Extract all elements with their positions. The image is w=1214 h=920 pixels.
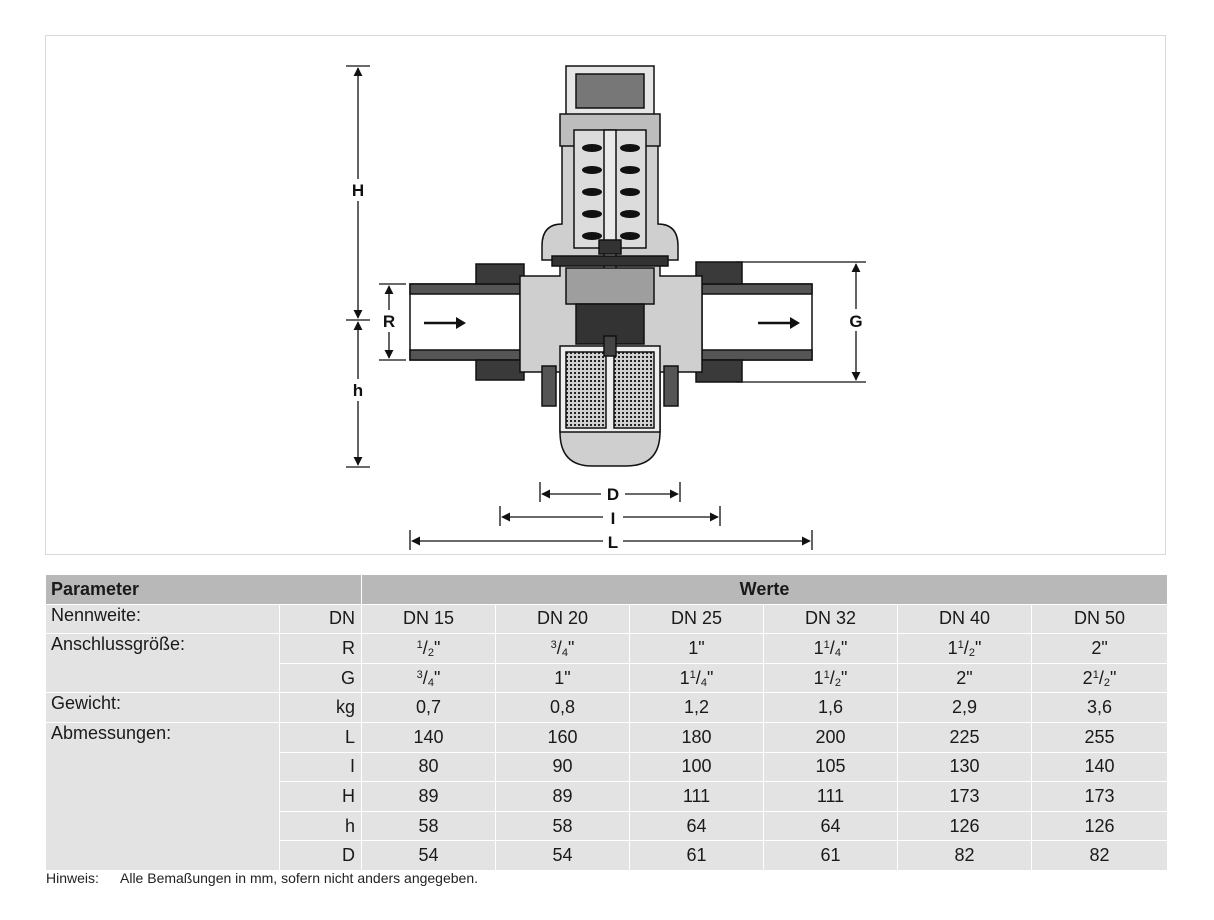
- size-inch-mark: ": [433, 637, 441, 658]
- size-denominator: 4: [700, 676, 707, 689]
- table-cell: 3,6: [1032, 693, 1168, 723]
- table-cell: DN 50: [1032, 604, 1168, 634]
- row-label: Anschlussgröße:: [46, 634, 280, 693]
- row-unit: I: [280, 752, 362, 782]
- size-numerator: 1: [823, 668, 830, 681]
- size-numerator: 1: [957, 638, 964, 651]
- dim-label-R: R: [382, 312, 396, 331]
- fraction-slash: /: [829, 667, 835, 688]
- table-cell: 225: [898, 722, 1032, 752]
- fraction-slash: /: [963, 637, 969, 658]
- table-cell: [764, 634, 898, 664]
- table-cell: 173: [1032, 782, 1168, 812]
- dimension-h: [346, 320, 370, 467]
- table-cell: DN 20: [496, 604, 630, 634]
- dim-label-h: h: [352, 381, 364, 400]
- table-cell: 173: [898, 782, 1032, 812]
- table-row: [46, 604, 1168, 634]
- table-cell: 200: [764, 722, 898, 752]
- dim-label-H: H: [351, 181, 365, 200]
- size-whole: 1": [688, 637, 705, 658]
- size-denominator: 4: [834, 646, 841, 659]
- table-cell: 130: [898, 752, 1032, 782]
- table-cell: 126: [898, 811, 1032, 841]
- table-cell: 2,9: [898, 693, 1032, 723]
- fraction-slash: /: [1098, 667, 1104, 688]
- row-unit: kg: [280, 693, 362, 723]
- table-cell: 61: [630, 841, 764, 871]
- footnote-text: Alle Bemaßungen in mm, sofern nicht anders angegeben.: [120, 870, 478, 886]
- size-inch-mark: ": [706, 667, 714, 688]
- table-cell: 255: [1032, 722, 1168, 752]
- table-cell: DN 25: [630, 604, 764, 634]
- size-inch-mark: ": [433, 667, 441, 688]
- table-cell: 90: [496, 752, 630, 782]
- size-inch-mark: ": [567, 637, 575, 658]
- table-cell: 54: [496, 841, 630, 871]
- size-whole: 1": [554, 667, 571, 688]
- table-cell: [1032, 663, 1168, 693]
- table-cell: [362, 634, 496, 664]
- table-cell: 89: [496, 782, 630, 812]
- dim-label-I: I: [610, 509, 616, 528]
- row-unit: R: [280, 634, 362, 664]
- table-cell: [898, 634, 1032, 664]
- dim-label-L: L: [607, 533, 619, 552]
- table-cell: DN 15: [362, 604, 496, 634]
- size-denominator: 4: [427, 676, 434, 689]
- size-numerator: 1: [689, 668, 696, 681]
- table-row: [46, 722, 1168, 752]
- dimension-H: [346, 66, 370, 318]
- footnote: [46, 870, 478, 886]
- footnote-label: Hinweis:: [46, 870, 99, 886]
- table-cell: 64: [630, 811, 764, 841]
- table-cell: 61: [764, 841, 898, 871]
- table-cell: 54: [362, 841, 496, 871]
- table-cell: [630, 634, 764, 664]
- dimension-R: [379, 284, 406, 360]
- valve-cross-section: [410, 66, 812, 466]
- table-cell: 0,7: [362, 693, 496, 723]
- row-label: Abmessungen:: [46, 722, 280, 870]
- size-denominator: 2: [1103, 676, 1110, 689]
- technical-drawing: [45, 35, 1166, 555]
- table-cell: [496, 634, 630, 664]
- table-cell: 105: [764, 752, 898, 782]
- fraction-slash: /: [556, 637, 562, 658]
- dimension-I: [500, 506, 720, 528]
- table-cell: 64: [764, 811, 898, 841]
- fraction-slash: /: [422, 637, 428, 658]
- table-cell: 0,8: [496, 693, 630, 723]
- row-unit: h: [280, 811, 362, 841]
- size-whole: 1: [813, 637, 824, 658]
- pressure-reducer-diagram: [46, 36, 1167, 556]
- row-unit: H: [280, 782, 362, 812]
- size-whole: 1: [813, 667, 824, 688]
- row-label: Gewicht:: [46, 693, 280, 723]
- row-unit: L: [280, 722, 362, 752]
- table-cell: 1,6: [764, 693, 898, 723]
- table-row: [46, 693, 1168, 723]
- spec-table: [45, 574, 1168, 871]
- table-header-row: [46, 575, 1168, 605]
- table-cell: 1,2: [630, 693, 764, 723]
- size-whole: 2: [1082, 667, 1093, 688]
- table-cell: 111: [764, 782, 898, 812]
- fraction-slash: /: [829, 637, 835, 658]
- table-cell: 100: [630, 752, 764, 782]
- table-cell: [1032, 634, 1168, 664]
- size-denominator: 2: [427, 646, 434, 659]
- table-cell: 126: [1032, 811, 1168, 841]
- table-cell: 82: [1032, 841, 1168, 871]
- table-cell: [362, 663, 496, 693]
- table-cell: 160: [496, 722, 630, 752]
- table-cell: 140: [362, 722, 496, 752]
- size-inch-mark: ": [840, 637, 848, 658]
- row-unit: DN: [280, 604, 362, 634]
- size-numerator: 1: [416, 638, 423, 651]
- fraction-slash: /: [422, 667, 428, 688]
- header-parameter: Parameter: [46, 575, 362, 605]
- table-cell: [496, 663, 630, 693]
- table-cell: [630, 663, 764, 693]
- table-cell: [898, 663, 1032, 693]
- dimension-D: [540, 482, 680, 504]
- table-cell: 111: [630, 782, 764, 812]
- row-label: Nennweite:: [46, 604, 280, 634]
- size-numerator: 1: [1092, 668, 1099, 681]
- size-inch-mark: ": [974, 637, 982, 658]
- size-denominator: 2: [834, 676, 841, 689]
- size-numerator: 1: [823, 638, 830, 651]
- table-cell: DN 40: [898, 604, 1032, 634]
- table-cell: [764, 663, 898, 693]
- dimension-L: [410, 530, 812, 552]
- table-cell: 82: [898, 841, 1032, 871]
- table-cell: 140: [1032, 752, 1168, 782]
- row-unit: D: [280, 841, 362, 871]
- table-cell: 180: [630, 722, 764, 752]
- fraction-slash: /: [695, 667, 701, 688]
- size-whole: 1: [947, 637, 958, 658]
- size-inch-mark: ": [840, 667, 848, 688]
- table-cell: DN 32: [764, 604, 898, 634]
- dim-label-D: D: [606, 485, 620, 504]
- row-unit: G: [280, 663, 362, 693]
- table-cell: 58: [362, 811, 496, 841]
- size-denominator: 4: [561, 646, 568, 659]
- size-whole: 1: [679, 667, 690, 688]
- table-cell: 80: [362, 752, 496, 782]
- size-denominator: 2: [968, 646, 975, 659]
- header-werte: Werte: [362, 575, 1168, 605]
- size-whole: 2": [956, 667, 973, 688]
- size-whole: 2": [1091, 637, 1108, 658]
- table-cell: 58: [496, 811, 630, 841]
- dim-label-G: G: [849, 312, 863, 331]
- size-inch-mark: ": [1109, 667, 1117, 688]
- size-numerator: 3: [416, 668, 423, 681]
- table-cell: 89: [362, 782, 496, 812]
- size-numerator: 3: [550, 638, 557, 651]
- table-row: [46, 634, 1168, 664]
